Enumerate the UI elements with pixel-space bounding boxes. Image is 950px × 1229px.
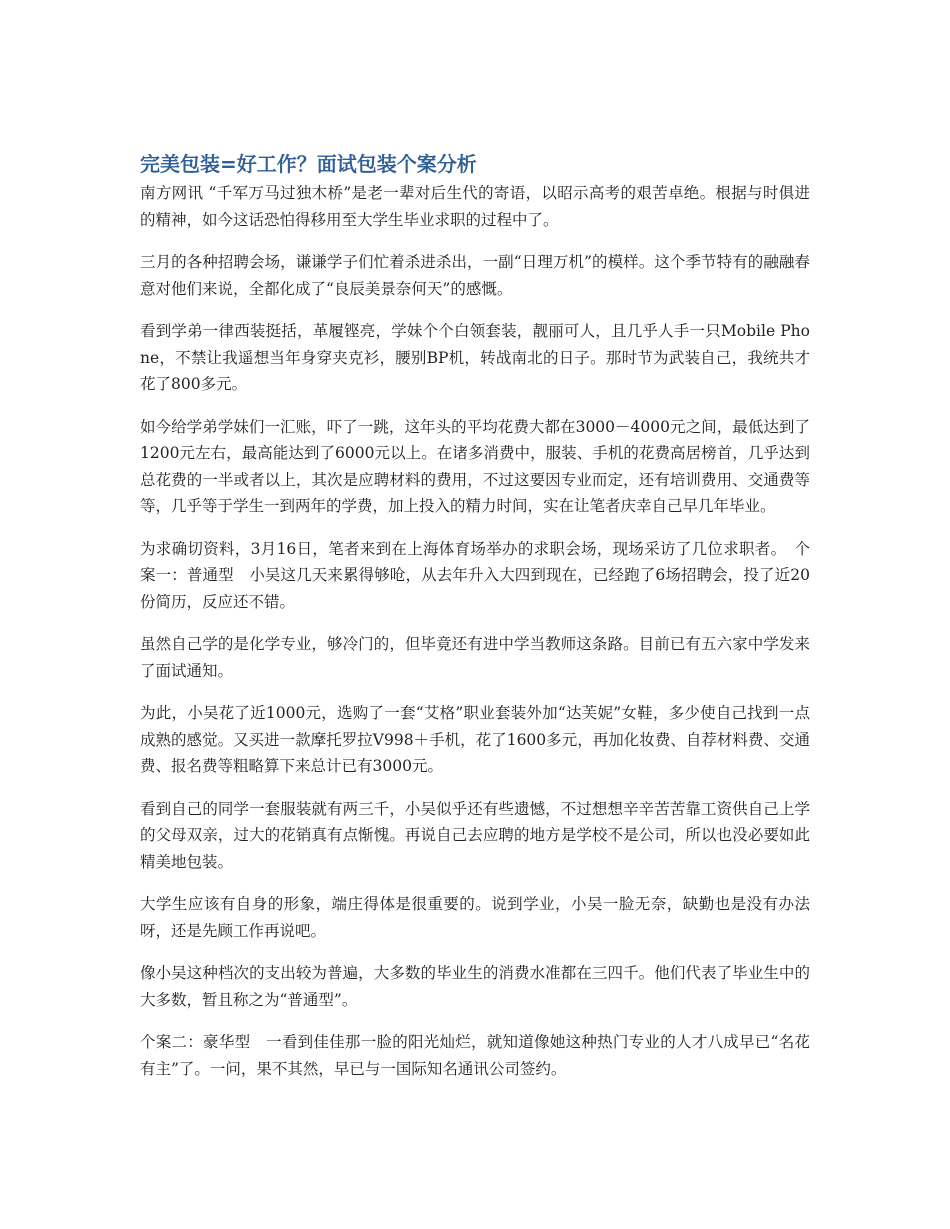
document-title: 完美包装=好工作？面试包装个案分析 (140, 152, 477, 176)
paragraph-1: 南方网讯 “千军万马过独木桥”是老一辈对后生代的寄语，以昭示高考的艰苦卓绝。根据与时俱进的精神，如今这话恐怕得移用至大学生毕业求职的过程中了。 (140, 184, 810, 229)
paragraph-4: 如今给学弟学妹们一汇账，吓了一跳，这年头的平均花费大都在3000－4000元之间，最低达到了1200元左右，最高能达到了6000元以上。在诸多消费中，服装、手机的花费高居榜首，几乎达到总花费的一半或者以上，其次是应聘材料的费用，不过这要因专业而定，还有培训费用、交通费等等，几乎等于学生一到两年的学费，加上投入的精力时间，实在让笔者庆幸自己早几年毕业。 (140, 417, 810, 515)
paragraph-11: 个案二：豪华型 一看到佳佳那一脸的阳光灿烂，就知道像她这种热门专业的人才八成早已“名花有主”了。一问，果不其然，早已与一国际知名通讯公司签约。 (140, 1033, 810, 1078)
paragraph-3: 看到学弟一律西装挺括，革履铿亮，学妹个个白领套装，靓丽可人，且几乎人手一只Mobile Phone，不禁让我遥想当年身穿夹克衫，腰别BP机，转战南北的日子。那时节为武装自己，我统共才花了800多元。 (140, 322, 810, 393)
paragraph-7: 为此，小吴花了近1000元，选购了一套“艾格”职业套装外加“达芙妮”女鞋，多少使自己找到一点成熟的感觉。又买进一款摩托罗拉V998＋手机，花了1600多元，再加化妆费、自荐材料费、交通费、报名费等粗略算下来总计已有3000元。 (140, 704, 810, 775)
paragraph-8: 看到自己的同学一套服装就有两三千，小吴似乎还有些遗憾，不过想想辛辛苦苦靠工资供自己上学的父母双亲，过大的花销真有点惭愧。再说自己去应聘的地方是学校不是公司，所以也没必要如此精美地包装。 (140, 799, 810, 871)
paragraph-10: 像小吴这种档次的支出较为普遍，大多数的毕业生的消费水准都在三四千。他们代表了毕业生中的大多数，暂且称之为“普通型”。 (140, 964, 810, 1009)
document-page (140, 150, 810, 1098)
paragraph-6: 虽然自己学的是化学专业，够冷门的，但毕竟还有进中学当教师这条路。目前已有五六家中学发来了面试通知。 (140, 635, 810, 680)
paragraph-9: 大学生应该有自身的形象，端庄得体是很重要的。说到学业，小吴一脸无奈，缺勤也是没有办法呀，还是先顾工作再说吧。 (140, 895, 810, 940)
paragraph-2: 三月的各种招聘会场，谦谦学子们忙着杀进杀出，一副“日理万机”的模样。这个季节特有的融融春意对他们来说，全都化成了“良辰美景奈何天”的感慨。 (140, 253, 810, 298)
paragraph-5: 为求确切资料，3月16日，笔者来到在上海体育场举办的求职会场，现场采访了几位求职者。 个案一：普通型 小吴这几天来累得够呛，从去年升入大四到现在，已经跑了6场招聘会，投了近20份简历，反应还不错。 (140, 539, 810, 611)
